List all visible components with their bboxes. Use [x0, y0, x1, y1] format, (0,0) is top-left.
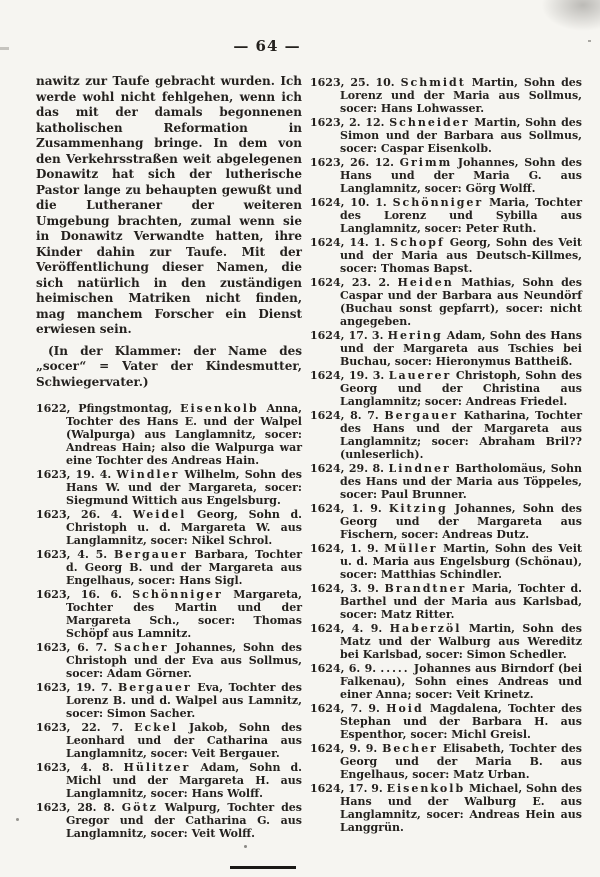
entry-date: 1624, 17. 9.	[310, 782, 387, 795]
baptism-entries-right	[310, 76, 582, 834]
baptism-entry	[310, 542, 582, 581]
entry-date: 1623, 2. 12.	[310, 116, 390, 129]
entry-date: 1623, 22. 7.	[36, 721, 135, 734]
entry-surname: Weidel	[132, 508, 187, 521]
entry-surname: Lindner	[388, 462, 451, 475]
baptism-entry	[310, 329, 582, 368]
baptism-entry	[36, 681, 302, 720]
entry-date: 1624, 9. 9.	[310, 742, 383, 755]
entry-detail: Adam, Sohn des Hans und der Margareta aus Tschies bei Buchau, socer: Hieronymus Battheiß.	[340, 329, 582, 368]
entry-detail: Johannes, Sohn des Hans und der Maria G. aus Langlamnitz, socer: Görg Wolff.	[340, 156, 582, 195]
entry-surname: Schmidt	[400, 76, 466, 89]
entry-detail: Wilhelm, Sohn des Hans W. und der Margareta, socer: Siegmund Wittich aus Engelsburg.	[66, 468, 302, 507]
baptism-entry	[36, 402, 302, 467]
baptism-entry	[310, 76, 582, 115]
entry-date: 1624, 7. 9.	[310, 702, 387, 715]
entry-detail: Maria, Tochter des Lorenz und Sybilla aus Langlamnitz, socer: Peter Ruth.	[340, 196, 582, 235]
scan-speck	[16, 818, 19, 821]
baptism-entry	[36, 548, 302, 587]
entry-date: 1623, 26. 4.	[36, 508, 133, 521]
entry-surname: Eisenkolb	[180, 402, 259, 415]
entry-date: 1624, 17. 3.	[310, 329, 388, 342]
entry-surname: Sacher	[114, 641, 169, 654]
entry-surname: Bergauer	[117, 681, 192, 694]
entry-detail: Maria, Tochter d. Barthel und der Maria aus Karlsbad, socer: Matz Ritter.	[340, 582, 582, 621]
entry-date: 1624, 4. 9.	[310, 622, 390, 635]
baptism-entry	[310, 276, 582, 328]
entry-surname: Bergauer	[384, 409, 459, 422]
entry-surname: Schönniger	[132, 588, 223, 601]
left-column	[36, 74, 302, 841]
entry-surname: Eisenkolb	[386, 782, 466, 795]
entry-date: 1624, 8. 7.	[310, 409, 385, 422]
entry-detail: Georg, Sohn d. Christoph u. d. Margareta W. aus Langlamnitz, socer: Nikel Schrol.	[66, 508, 302, 547]
entry-detail: Eva, Tochter des Lorenz B. und d. Walpel aus Lamnitz, socer: Simon Sacher.	[66, 681, 302, 720]
footnote-divider	[230, 866, 296, 869]
baptism-entry	[310, 369, 582, 408]
entry-date: 1624, 19. 3.	[310, 369, 389, 382]
entry-surname: Haberzöl	[389, 622, 462, 635]
entry-date: 1623, 26. 12.	[310, 156, 400, 169]
scan-speck	[244, 845, 247, 848]
page-number: — 64 —	[233, 37, 301, 55]
entry-date: 1623, 6. 7.	[36, 641, 114, 654]
baptism-entry	[36, 468, 302, 507]
entry-detail: Johannes aus Birndorf (bei Falkenau), Sohn eines Andreas und einer Anna; socer: Veit Krinetz.	[340, 662, 582, 701]
intro-paragraph: nawitz zur Taufe gebracht wurden. Ich werde wohl nicht fehlgehen, wenn ich das mit der damals begonnenen katholischen Reformation in Zusammenhang bringe. In dem von den Verkehrsstraßen weit abgelegenen Donawitz hat sich der lutherische Pastor lange zu behaupten gewußt und die Lutheraner der weiteren Umgebung brachten, zumal wenn sie in Donawitz Verwandte hatten, ihre Kinder dahin zur Taufe. Mit der Veröffentlichung dieser Namen, die sich natürlich in den zuständigen heimischen Matriken nicht finden, mag manchem Forscher ein Dienst erwiesen sein.	[36, 74, 302, 336]
entry-detail: Barbara, Tochter d. Georg B. und der Margareta aus Engelhaus, socer: Hans Sigl.	[66, 548, 302, 587]
entry-date: 1624, 3. 9.	[310, 582, 385, 595]
entry-surname: Grimm	[399, 156, 453, 169]
entry-surname: Hoid	[386, 702, 424, 715]
entry-detail: Walpurg, Tochter des Gregor und der Catharina G. aus Langlamnitz, socer: Veit Wolff.	[66, 801, 302, 840]
baptism-entry	[310, 236, 582, 275]
entry-detail: Christoph, Sohn des Georg und der Christina aus Langlamnitz; socer: Andreas Friedel.	[340, 369, 582, 408]
entry-date: 1624, 1. 9.	[310, 542, 385, 555]
entry-date: 1624, 6. 9.	[310, 662, 381, 675]
entry-detail: Margareta, Tochter des Martin und der Margareta Sch., socer: Thomas Schöpf aus Lamnitz.	[66, 588, 302, 640]
entry-detail: Georg, Sohn des Veit und der Maria aus Deutsch-Killmes, socer: Thomas Bapst.	[340, 236, 582, 275]
scan-speck	[588, 40, 591, 42]
entry-surname: Eckel	[134, 721, 178, 734]
entry-date: 1623, 16. 6.	[36, 588, 133, 601]
entry-surname: Schönniger	[392, 196, 484, 209]
entry-date: 1623, 19. 7.	[36, 681, 118, 694]
entry-date: 1624, 29. 8.	[310, 462, 389, 475]
text-columns	[36, 74, 582, 841]
entry-detail: Martin, Sohn des Lorenz und der Maria aus Sollmus, socer: Hans Lohwasser.	[340, 76, 582, 115]
entry-detail: Magdalena, Tochter des Stephan und der Barbara H. aus Espenthor, socer: Michl Greisl.	[340, 702, 582, 741]
baptism-entry	[36, 641, 302, 680]
baptism-entry	[36, 588, 302, 640]
entry-date: 1624, 23. 2.	[310, 276, 398, 289]
entry-date: 1623, 28. 8.	[36, 801, 122, 814]
baptism-entry	[310, 409, 582, 461]
entry-detail: Mathias, Sohn des Caspar und der Barbara aus Neundörf (Buchau sonst gepfarrt), socer: nicht angegeben.	[340, 276, 582, 328]
baptism-entry	[310, 462, 582, 501]
baptism-entry	[36, 761, 302, 800]
entry-detail: Martin, Sohn des Matz und der Walburg aus Wereditz bei Karlsbad, socer: Simon Schedler.	[340, 622, 582, 661]
entry-detail: Anna, Tochter des Hans E. und der Walpel (Walpurga) aus Langlamnitz, socer: Andreas Hain; also die Walpurga war eine Tochter des Andreas Hain.	[66, 402, 302, 467]
scan-corner-shadow	[540, 0, 600, 32]
legend-note-paragraph: (In der Klammer: der Name des „socer“ = Vater der Kindesmutter, Schwiegervater.)	[36, 343, 302, 389]
entry-surname: Brandtner	[384, 582, 467, 595]
baptism-entry	[310, 662, 582, 701]
entry-surname: Hülitzer	[123, 761, 191, 774]
baptism-entries-left	[36, 402, 302, 840]
entry-date: 1624, 14. 1.	[310, 236, 391, 249]
entry-surname: Windler	[116, 468, 180, 481]
entry-detail: Martin, Sohn des Veit u. d. Maria aus Engelsburg (Schönau), socer: Matthias Schindler.	[340, 542, 582, 581]
baptism-entry	[310, 742, 582, 781]
entry-date: 1624, 1. 9.	[310, 502, 389, 515]
entry-surname: Götz	[121, 801, 158, 814]
entry-surname: Becher	[382, 742, 438, 755]
baptism-entry	[310, 116, 582, 155]
baptism-entry	[36, 801, 302, 840]
right-column	[310, 74, 582, 841]
entry-surname: Schopf	[390, 236, 445, 249]
entry-surname: Lauerer	[388, 369, 452, 382]
entry-detail: Johannes, Sohn des Christoph und der Eva aus Sollmus, socer: Adam Görner.	[66, 641, 302, 680]
entry-surname: Schneider	[389, 116, 470, 129]
baptism-entry	[310, 502, 582, 541]
entry-surname: Kitzing	[388, 502, 448, 515]
entry-detail: Johannes, Sohn des Georg und der Margareta aus Fischern, socer: Andreas Dutz.	[340, 502, 582, 541]
entry-detail: Bartholomäus, Sohn des Hans und der Maria aus Töppeles, socer: Paul Brunner.	[340, 462, 582, 501]
entry-surname: Müller	[384, 542, 438, 555]
baptism-entry	[36, 508, 302, 547]
entry-date: 1623, 4. 5.	[36, 548, 114, 561]
baptism-entry	[310, 622, 582, 661]
baptism-entry	[36, 721, 302, 760]
baptism-entry	[310, 702, 582, 741]
baptism-entry	[310, 782, 582, 834]
entry-surname: Bergauer	[113, 548, 188, 561]
entry-date: 1623, 25. 10.	[310, 76, 401, 89]
entry-date: 1623, 19. 4.	[36, 468, 117, 481]
baptism-entry	[310, 582, 582, 621]
entry-surname: .....	[380, 662, 410, 675]
entry-detail: Michael, Sohn des Hans und der Walburg E. aus Langlamnitz, socer: Andreas Hein aus Langgrün.	[340, 782, 582, 834]
entry-detail: Martin, Sohn des Simon und der Barbara aus Sollmus, socer: Caspar Eisenkolb.	[340, 116, 582, 155]
entry-detail: Adam, Sohn d. Michl und der Margareta H. aus Langlamnitz, socer: Hans Wolff.	[66, 761, 303, 800]
baptism-entry	[310, 196, 582, 235]
entry-date: 1624, 10. 1.	[310, 196, 393, 209]
entry-date: 1622, Pfingstmontag,	[36, 402, 181, 415]
entry-detail: Katharina, Tochter des Hans und der Margareta aus Langlamnitz; socer: Abraham Bril?? (unleserlich).	[340, 409, 583, 461]
entry-date: 1623, 4. 8.	[36, 761, 124, 774]
entry-surname: Heiden	[397, 276, 454, 289]
entry-surname: Hering	[387, 329, 443, 342]
baptism-entry	[310, 156, 582, 195]
entry-detail: Elisabeth, Tochter des Georg und der Maria B. aus Engelhaus, socer: Matz Urban.	[340, 742, 582, 781]
entry-detail: Jakob, Sohn des Leonhard und der Catharina aus Langlamnitz, socer: Veit Bergauer.	[66, 721, 302, 760]
